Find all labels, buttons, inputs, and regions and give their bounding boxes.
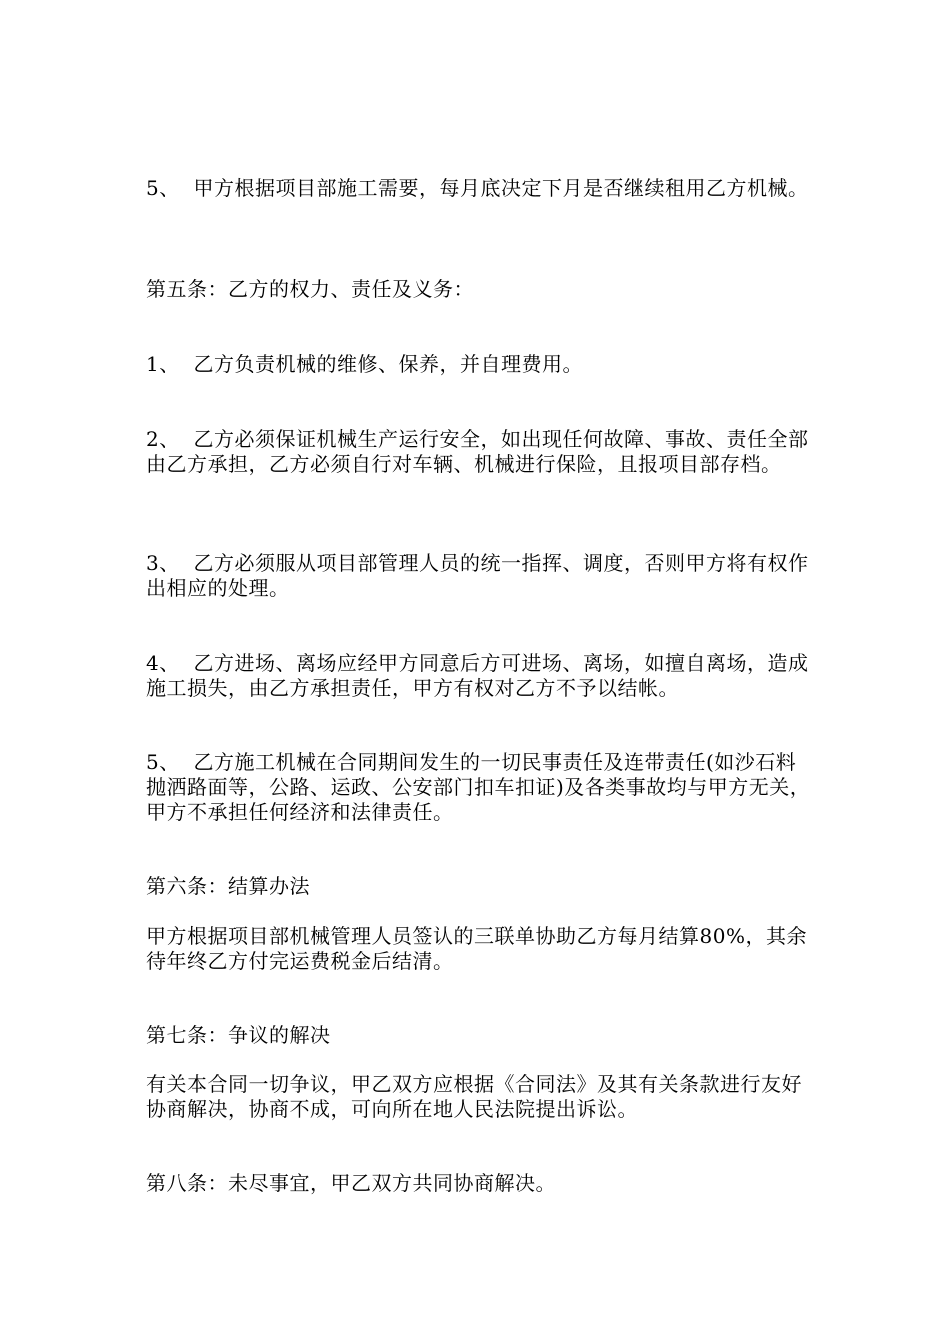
article-5-heading: 第五条：乙方的权力、责任及义务： (146, 277, 474, 301)
clause-4-entry-exit: 4、 乙方进场、离场应经甲方同意后方可进场、离场，如擅自离场，造成施工损失，由乙方承担责任，甲方有权对乙方不予以结帐。 (146, 651, 809, 700)
article-6-heading: 第六条：结算办法 (146, 874, 310, 898)
article-8-heading: 第八条：未尽事宜，甲乙双方共同协商解决。 (146, 1171, 556, 1195)
clause-2-safety: 2、 乙方必须保证机械生产运行安全，如出现任何故障、事故、责任全部由乙方承担，乙方必须自行对车辆、机械进行保险，且报项目部存档。 (146, 427, 809, 476)
article-7-heading: 第七条：争议的解决 (146, 1023, 331, 1047)
clause-3-obey-management: 3、 乙方必须服从项目部管理人员的统一指挥、调度，否则甲方将有权作出相应的处理。 (146, 551, 809, 600)
clause-5-civil-liability: 5、 乙方施工机械在合同期间发生的一切民事责任及连带责任(如沙石料抛洒路面等，公路、运政、公安部门扣车扣证)及各类事故均与甲方无关，甲方不承担任何经济和法律责任。 (146, 750, 811, 824)
clause-1-maintenance: 1、 乙方负责机械的维修、保养，并自理费用。 (146, 352, 583, 376)
dispute-paragraph: 有关本合同一切争议，甲乙双方应根据《合同法》及其有关条款进行友好协商解决，协商不成，可向所在地人民法院提出诉讼。 (146, 1072, 802, 1121)
settlement-paragraph: 甲方根据项目部机械管理人员签认的三联单协助乙方每月结算80%，其余待年终乙方付完运费税金后结清。 (146, 924, 807, 973)
clause-5-lessor-monthly-decision: 5、 甲方根据项目部施工需要，每月底决定下月是否继续租用乙方机械。 (146, 176, 809, 200)
